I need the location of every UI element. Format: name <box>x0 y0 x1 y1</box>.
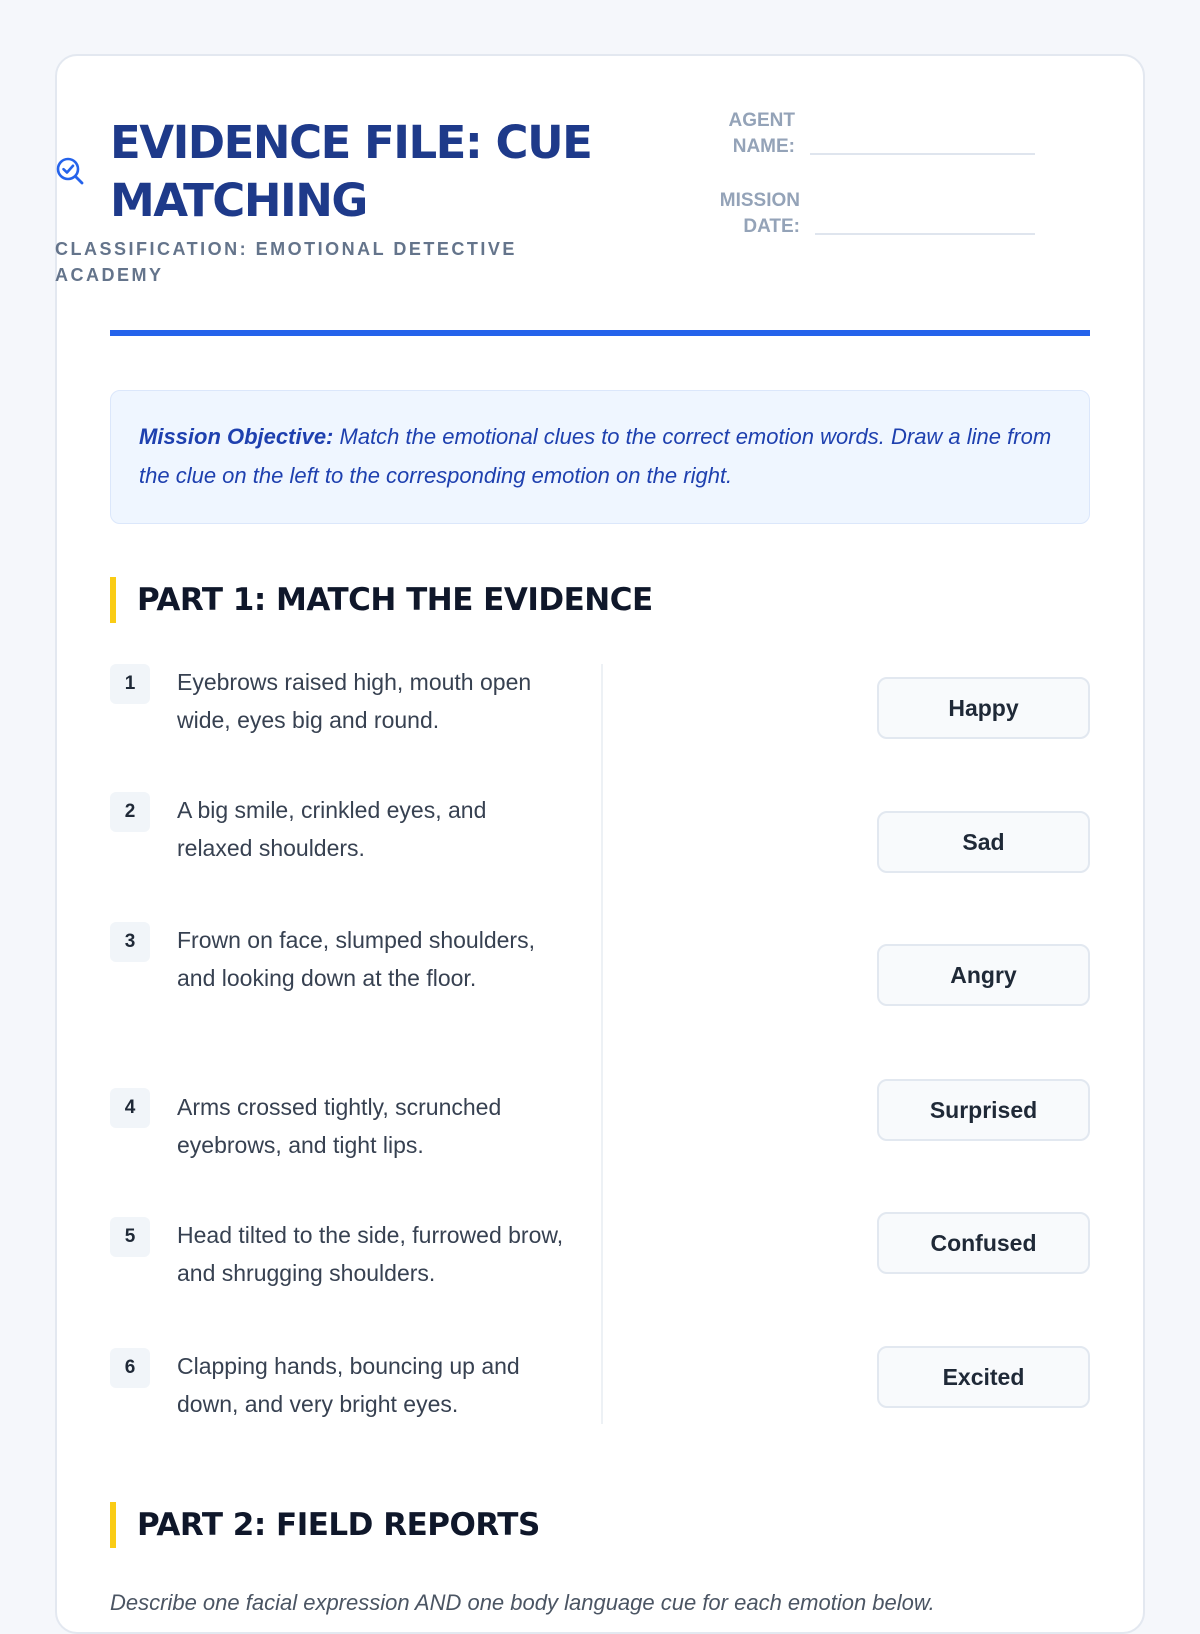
column-divider <box>601 664 603 1424</box>
clue-text-3: Frown on face, slumped shoulders, and looking down at the floor. <box>177 927 535 991</box>
emotion-angry[interactable]: Angry <box>877 944 1090 1006</box>
magnifier-check-icon <box>55 156 85 186</box>
objective-text: Match the emotional clues to the correct emotion words. Draw a line from the clue on the left to the corresponding emotion on the right. <box>139 424 1052 488</box>
emotion-happy[interactable]: Happy <box>877 677 1090 739</box>
clue-number-2: 2 <box>110 792 150 832</box>
clue-number-4: 4 <box>110 1088 150 1128</box>
page-title: EVIDENCE FILE: CUE MATCHING <box>110 116 592 227</box>
emotion-sad[interactable]: Sad <box>877 811 1090 873</box>
header <box>55 60 1035 290</box>
part1-title: PART 1: MATCH THE EVIDENCE <box>137 582 653 618</box>
emotion-surprised[interactable]: Surprised <box>877 1079 1090 1141</box>
mission-objective-box <box>110 390 1090 524</box>
clue-text-6: Clapping hands, bouncing up and down, and very bright eyes. <box>177 1353 520 1417</box>
clue-text-2: A big smile, crinkled eyes, and relaxed shoulders. <box>177 797 487 861</box>
clue-number-1: 1 <box>110 664 150 704</box>
mission-date-field[interactable] <box>815 233 1035 235</box>
objective-label: Mission Objective: <box>139 424 334 449</box>
clue-number-6: 6 <box>110 1348 150 1388</box>
section-accent-bar <box>110 1502 116 1548</box>
section-accent-bar <box>110 577 116 623</box>
clue-number-3: 3 <box>110 922 150 962</box>
field-report-instructions: Describe one facial expression AND one body language cue for each emotion below. <box>110 1590 935 1615</box>
agent-name-label: AGENT NAME: <box>728 110 795 157</box>
agent-name-field[interactable] <box>810 153 1035 155</box>
emotion-confused[interactable]: Confused <box>877 1212 1090 1274</box>
header-divider <box>110 330 1090 336</box>
clue-number-5: 5 <box>110 1217 150 1257</box>
classification-subtitle: CLASSIFICATION: EMOTIONAL DETECTIVE ACADEMY <box>55 239 517 285</box>
emotion-excited[interactable]: Excited <box>877 1346 1090 1408</box>
clue-text-1: Eyebrows raised high, mouth open wide, eyes big and round. <box>177 669 532 733</box>
part2-title: PART 2: FIELD REPORTS <box>137 1507 540 1543</box>
mission-date-label: MISSION DATE: <box>719 190 800 237</box>
clue-text-4: Arms crossed tightly, scrunched eyebrows, and tight lips. <box>177 1094 502 1158</box>
clue-text-5: Head tilted to the side, furrowed brow, and shrugging shoulders. <box>177 1222 564 1286</box>
